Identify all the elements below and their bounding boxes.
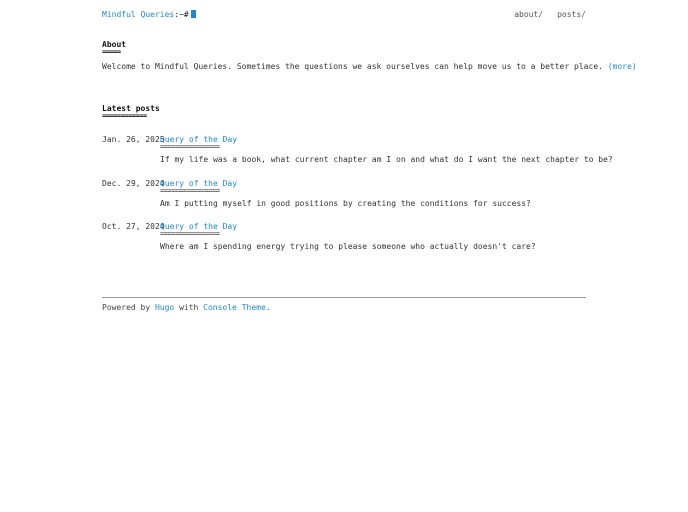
post-summary: Where am I spending energy trying to please someone who actually doesn't care? bbox=[160, 242, 536, 251]
post-heading bbox=[160, 135, 237, 150]
site-title bbox=[102, 10, 196, 19]
site-header bbox=[102, 10, 586, 22]
post-title-link[interactable]: Query of the Day bbox=[160, 135, 238, 144]
about-text bbox=[102, 62, 637, 71]
footer-suffix: . bbox=[265, 303, 271, 312]
post-title-link[interactable]: Query of the Day bbox=[160, 179, 238, 188]
post-title-underline: ================ bbox=[160, 143, 220, 151]
latest-posts-section bbox=[102, 104, 613, 251]
footer-middle: with bbox=[174, 303, 204, 312]
footer-prefix: Powered by bbox=[102, 303, 155, 312]
latest-posts-heading: Latest posts bbox=[102, 104, 160, 113]
post-title-underline: ================ bbox=[160, 230, 220, 238]
footer-divider bbox=[102, 297, 586, 298]
prompt-symbol: :~# bbox=[174, 10, 189, 19]
post-heading bbox=[160, 222, 237, 237]
post-date: Dec. 29, 2024 bbox=[102, 179, 165, 188]
about-description: Welcome to Mindful Queries. Sometimes the questions we ask ourselves can help move us to a better place. bbox=[102, 62, 603, 71]
blinking-cursor-icon bbox=[191, 10, 196, 18]
main-nav bbox=[500, 10, 586, 19]
about-heading-underline: ===== bbox=[102, 48, 121, 56]
console-theme-link[interactable]: Console Theme bbox=[203, 303, 266, 312]
about-section bbox=[102, 40, 637, 71]
post-date: Jan. 26, 2025 bbox=[102, 135, 165, 144]
nav-posts-link[interactable]: posts/ bbox=[557, 10, 586, 19]
post-title-link[interactable]: Query of the Day bbox=[160, 222, 238, 231]
about-more-link[interactable]: (more) bbox=[607, 62, 637, 71]
hugo-link[interactable]: Hugo bbox=[154, 303, 175, 312]
post-summary: Am I putting myself in good positions by creating the conditions for success? bbox=[160, 199, 531, 208]
nav-about-link[interactable]: about/ bbox=[514, 10, 544, 19]
post-date: Oct. 27, 2024 bbox=[102, 222, 165, 231]
about-heading: About bbox=[102, 40, 127, 49]
site-footer bbox=[102, 303, 271, 312]
post-summary: If my life was a book, what current chapter am I on and what do I want the next chapter to be? bbox=[160, 155, 613, 164]
post-title-underline: ================ bbox=[160, 187, 220, 195]
latest-posts-heading-underline: ============ bbox=[102, 112, 147, 120]
post-heading bbox=[160, 179, 237, 194]
site-name-link[interactable]: Mindful Queries bbox=[102, 10, 175, 19]
